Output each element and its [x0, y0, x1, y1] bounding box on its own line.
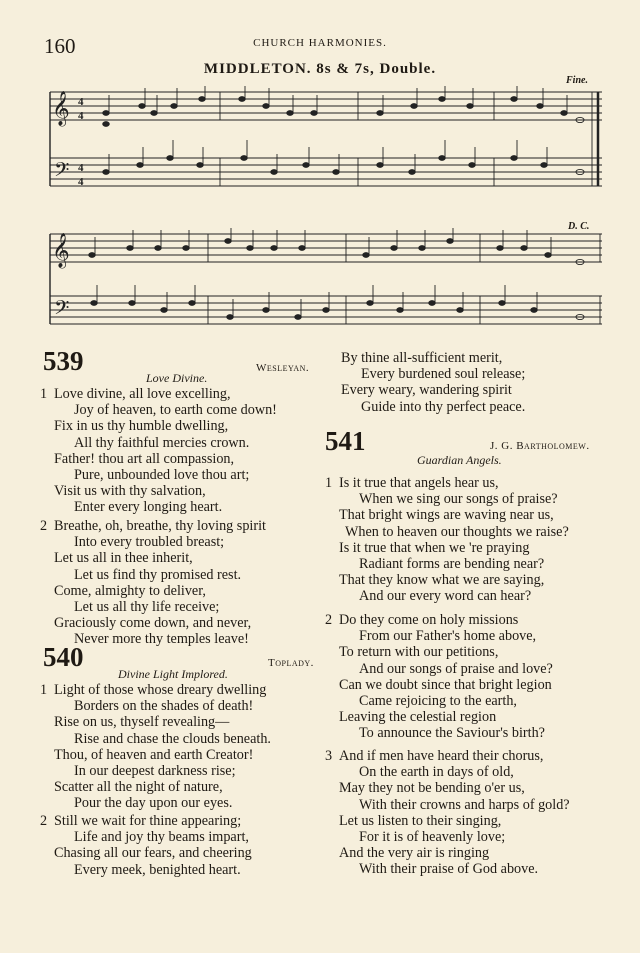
stanza-number: 3 — [325, 748, 333, 764]
verse-line: To announce the Saviour's birth? — [359, 725, 545, 742]
hymn-539-stanza-1 — [40, 386, 277, 516]
hymn-541-stanza-1 — [325, 475, 569, 605]
verse-line: Love divine, all love excelling, — [54, 386, 231, 402]
verse-line: Pure, unbounded love thou art; — [74, 467, 250, 484]
hymn-541-stanza-2 — [325, 612, 553, 742]
verse-line: Visit us with thy salvation, — [54, 483, 206, 500]
verse-line: That they know what we are saying, — [339, 572, 545, 589]
verse-line: And our every word can hear? — [359, 588, 532, 605]
verse-line: Is it true that when we 're praying — [339, 539, 530, 556]
verse-line: Enter every longing heart. — [74, 499, 223, 516]
hymn-539-composer: Wesleyan. — [256, 362, 310, 374]
svg-text:𝄞: 𝄞 — [52, 233, 70, 268]
verse-line: Joy of heaven, to earth come down! — [74, 402, 277, 419]
hymn-number-540: 540 — [43, 642, 84, 672]
dc-mark: D. C. — [568, 221, 590, 232]
verse-line: Every meek, benighted heart. — [74, 861, 241, 878]
hymn-540-continuation — [327, 350, 525, 415]
verse-line: And the very air is ringing — [339, 845, 490, 862]
verse-line: May they not be bending o'er us, — [339, 780, 525, 797]
verse-line: Every burdened soul release; — [361, 366, 526, 383]
stanza-number: 1 — [325, 475, 333, 491]
verse-line: Chasing all our fears, and cheering — [54, 845, 252, 862]
verse-line: Rise on us, thyself revealing— — [54, 714, 230, 731]
stanza-number: 2 — [40, 518, 48, 534]
hymn-540-subtitle: Divine Light Implored. — [118, 667, 228, 681]
verse-line: That bright wings are waving near us, — [339, 507, 554, 524]
page-number: 160 — [44, 34, 76, 58]
stanza-number: 1 — [40, 682, 48, 698]
verse-line: By thine all-sufficient merit, — [341, 350, 503, 366]
stanza-number: 1 — [40, 386, 48, 402]
verse-line: Graciously come down, and never, — [54, 615, 252, 632]
verse-line: Borders on the shades of death! — [74, 698, 254, 715]
verse-line: Can we doubt since that bright legion — [339, 676, 552, 693]
verse-line: Guide into thy perfect peace. — [361, 398, 526, 415]
hymn-540-composer: Toplady. — [268, 657, 314, 669]
hymn-541-stanza-3 — [325, 748, 570, 878]
verse-line: Radiant forms are bending near? — [359, 556, 545, 573]
verse-line: Still we wait for thine appearing; — [54, 813, 242, 829]
verse-line: Let us all thy life receive; — [74, 599, 220, 616]
verse-line: Scatter all the night of nature, — [54, 779, 223, 796]
hymn-number-541: 541 — [325, 426, 366, 456]
verse-line: Every weary, wandering spirit — [341, 382, 512, 399]
hymn-540-stanza-2 — [40, 813, 252, 878]
verse-line: Fix in us thy humble dwelling, — [54, 418, 229, 435]
verse-line: Is it true that angels hear us, — [339, 475, 499, 491]
svg-text:4: 4 — [78, 176, 84, 188]
svg-text:𝄢: 𝄢 — [54, 296, 70, 324]
verse-line: Leaving the celestial region — [339, 709, 497, 726]
hymn-541-composer: J. G. Bartholomew. — [490, 440, 590, 452]
verse-line: Rise and chase the clouds beneath. — [74, 730, 271, 747]
verse-line: In our deepest darkness rise; — [74, 763, 236, 780]
hymn-540-stanza-1 — [40, 682, 271, 812]
verse-line: Let us all in thee inherit, — [54, 550, 193, 567]
verse-line: From our Father's home above, — [359, 628, 537, 645]
hymn-539-stanza-2 — [40, 518, 266, 648]
svg-text:𝄞: 𝄞 — [52, 91, 70, 126]
verse-line: And if men have heard their chorus, — [339, 748, 544, 764]
verse-line: When we sing our songs of praise? — [359, 491, 558, 508]
verse-line: Came rejoicing to the earth, — [359, 693, 517, 710]
stanza-number: 2 — [40, 813, 48, 829]
hymn-539-subtitle: Love Divine. — [146, 371, 208, 385]
music-system-1 — [44, 86, 606, 196]
running-head: CHURCH HARMONIES. — [253, 37, 387, 49]
verse-line: For it is of heavenly love; — [359, 829, 506, 846]
hymn-541-subtitle: Guardian Angels. — [417, 453, 502, 467]
verse-line: Breathe, oh, breathe, thy loving spirit — [54, 518, 266, 534]
verse-line: Let us listen to their singing, — [339, 812, 502, 829]
verse-line: Let us find thy promised rest. — [74, 566, 242, 583]
verse-line: Light of those whose dreary dwelling — [54, 682, 267, 698]
verse-line: With their praise of God above. — [359, 861, 539, 878]
verse-line: Come, almighty to deliver, — [54, 582, 206, 599]
fine-mark: Fine. — [566, 75, 588, 86]
verse-line: And our songs of praise and love? — [359, 660, 553, 677]
svg-text:4: 4 — [78, 162, 84, 174]
verse-line: Never more thy temples leave! — [74, 631, 249, 648]
tune-title: MIDDLETON. 8s & 7s, Double. — [203, 61, 437, 77]
music-system-2 — [44, 228, 606, 332]
verse-line: All thy faithful mercies crown. — [74, 434, 250, 451]
stanza-number: 2 — [325, 612, 333, 628]
verse-line: To return with our petitions, — [339, 644, 499, 661]
svg-text:4: 4 — [78, 110, 84, 122]
verse-line: On the earth in days of old, — [359, 764, 514, 781]
hymn-number-539: 539 — [43, 346, 84, 376]
verse-line: Into every troubled breast; — [74, 534, 225, 551]
verse-line: When to heaven our thoughts we raise? — [345, 523, 569, 540]
svg-text:4: 4 — [78, 96, 84, 108]
verse-line: Pour the day upon our eyes. — [74, 795, 233, 812]
verse-line: Life and joy thy beams impart, — [74, 829, 249, 846]
verse-line: With their crowns and harps of gold? — [359, 796, 570, 813]
svg-text:𝄢: 𝄢 — [54, 158, 70, 186]
verse-line: Father! thou art all compassion, — [54, 450, 235, 467]
verse-line: Thou, of heaven and earth Creator! — [54, 746, 254, 763]
verse-line: Do they come on holy missions — [339, 612, 519, 628]
